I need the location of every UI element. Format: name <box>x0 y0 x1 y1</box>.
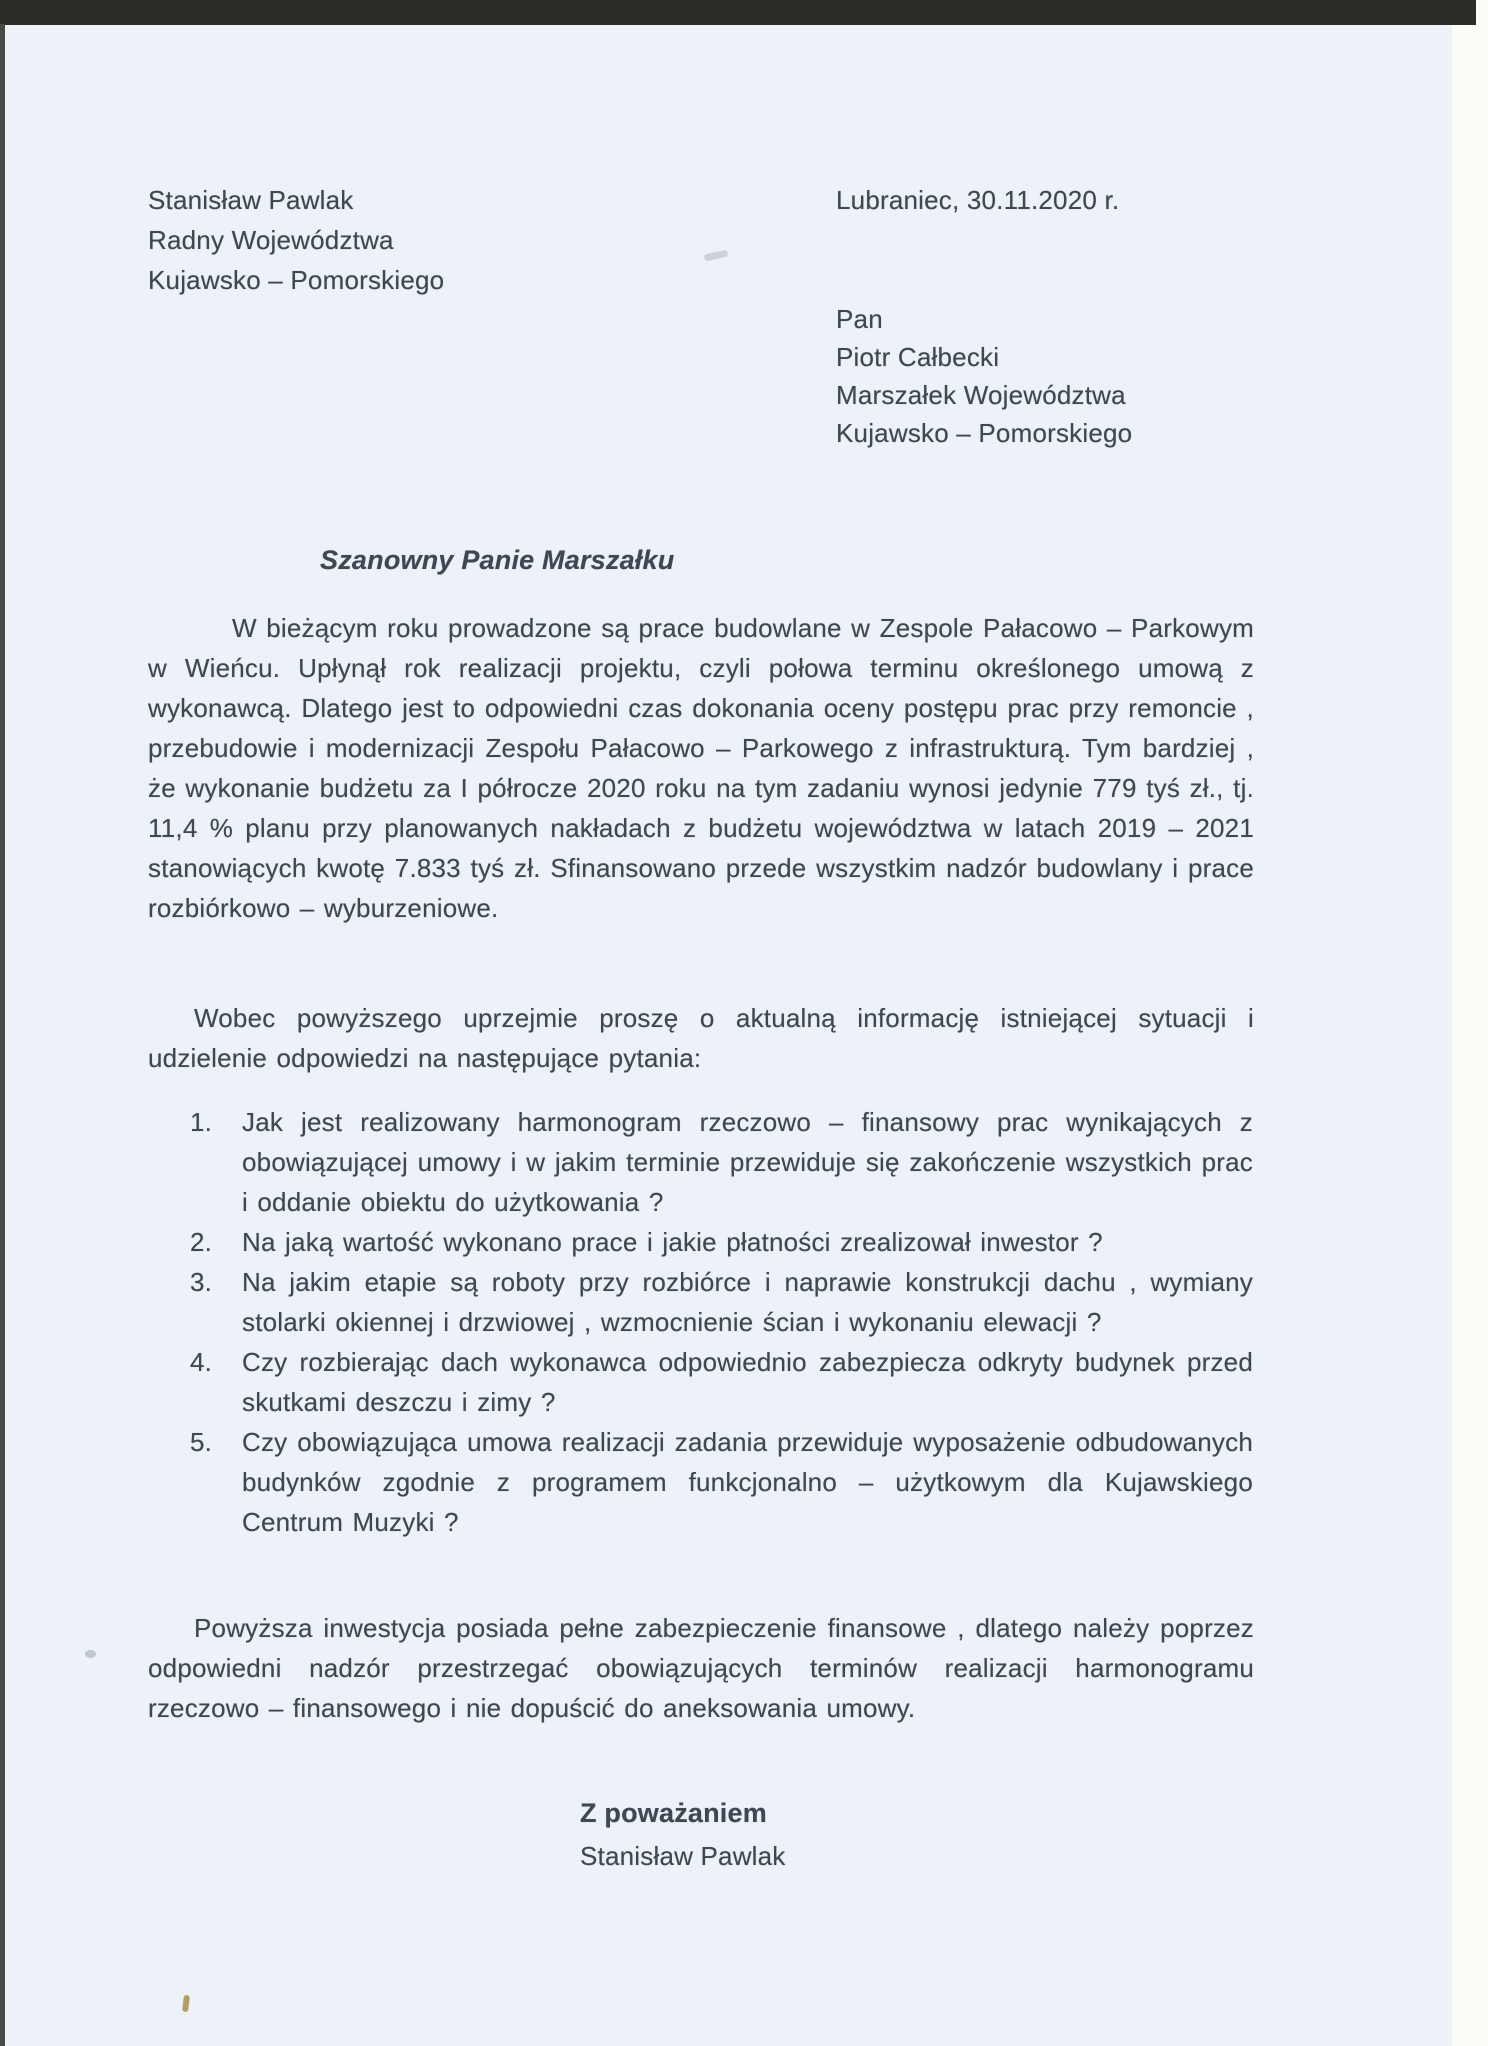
question-number: 5. <box>190 1427 213 1457</box>
question-number: 4. <box>190 1347 213 1377</box>
question-item <box>190 1222 1253 1262</box>
recipient-block <box>836 300 1132 452</box>
question-number: 2. <box>190 1227 213 1257</box>
signoff-phrase: Z poważaniem <box>580 1798 767 1828</box>
closing-paragraph: Powyższa inwestycja posiada pełne zabezpieczenie finansowe , dlatego należy poprzez odpowiedni nadzór przestrzegać obowiązujących terminów realizacji harmonogramu rzeczowo – finansowego i nie dopuścić do aneksowania umowy. <box>148 1613 1254 1723</box>
scan-right-margin-strip <box>1452 0 1488 2046</box>
sender-name: Stanisław Pawlak <box>148 185 354 215</box>
question-item <box>190 1262 1253 1342</box>
recipient-honorific: Pan <box>836 304 883 334</box>
recipient-name: Piotr Całbecki <box>836 342 1000 372</box>
question-item <box>190 1342 1253 1422</box>
recipient-title: Marszałek Województwa <box>836 380 1126 410</box>
scan-speck <box>85 1650 96 1658</box>
paragraph-intro: W bieżącym roku prowadzone są prace budowlane w Zespole Pałacowo – Parkowym w Wieńcu. Upłynął rok realizacji projektu, czyli połowa terminu określonego umową z wykonawcą. Dlatego jest to odpowiedni czas dokonania oceny postępu prac przy remoncie , przebudowie i modernizacji Zespołu Pałacowo – Parkowego z infrastrukturą. Tym bardziej , że wykonanie budżetu za I półrocze 2020 roku na tym zadaniu wynosi jedynie 779 tyś zł., tj. 11,4 % planu przy planowanych nakładach z budżetu województwa w latach 2019 – 2021 stanowiących kwotę 7.833 tyś zł. Sfinansowano przede wszystkim nadzór budowlany i prace rozbiórkowo – wyburzeniowe. <box>148 613 1254 923</box>
question-item <box>190 1102 1253 1222</box>
signoff-block <box>580 1792 786 1878</box>
salutation: Szanowny Panie Marszałku <box>320 545 675 575</box>
scan-top-edge <box>0 0 1476 25</box>
recipient-region: Kujawsko – Pomorskiego <box>836 418 1133 448</box>
question-text: Na jakim etapie są roboty przy rozbiórce i naprawie konstrukcji dachu , wymiany stolarki okiennej i drzwiowej , wzmocnienie ścian i wykonaniu elewacji ? <box>242 1267 1253 1337</box>
sender-region: Kujawsko – Pomorskiego <box>148 265 445 295</box>
sender-title: Radny Województwa <box>148 225 394 255</box>
question-item <box>190 1422 1253 1542</box>
question-text: Czy obowiązująca umowa realizacji zadania przewiduje wyposażenie odbudowanych budynków zgodnie z programem funkcjonalno – użytkowym dla Kujawskiego Centrum Muzyki ? <box>242 1427 1253 1537</box>
scan-left-edge <box>0 24 5 2046</box>
questions-list <box>190 1102 1253 1542</box>
sender-block <box>148 180 444 300</box>
signoff-name: Stanisław Pawlak <box>580 1841 786 1871</box>
question-text: Czy rozbierając dach wykonawca odpowiednio zabezpiecza odkryty budynek przed skutkami deszczu i zimy ? <box>242 1347 1253 1417</box>
date-line: Lubraniec, 30.11.2020 r. <box>836 185 1120 215</box>
question-text: Na jaką wartość wykonano prace i jakie płatności zrealizował inwestor ? <box>242 1227 1103 1257</box>
question-number: 1. <box>190 1107 213 1137</box>
question-number: 3. <box>190 1267 213 1297</box>
paragraph-request: Wobec powyższego uprzejmie proszę o aktualną informację istniejącej sytuacji i udzielenie odpowiedzi na następujące pytania: <box>148 1003 1254 1073</box>
question-text: Jak jest realizowany harmonogram rzeczowo – finansowy prac wynikających z obowiązującej umowy i w jakim terminie przewiduje się zakończenie wszystkich prac i oddanie obiektu do użytkowania ? <box>242 1107 1253 1217</box>
